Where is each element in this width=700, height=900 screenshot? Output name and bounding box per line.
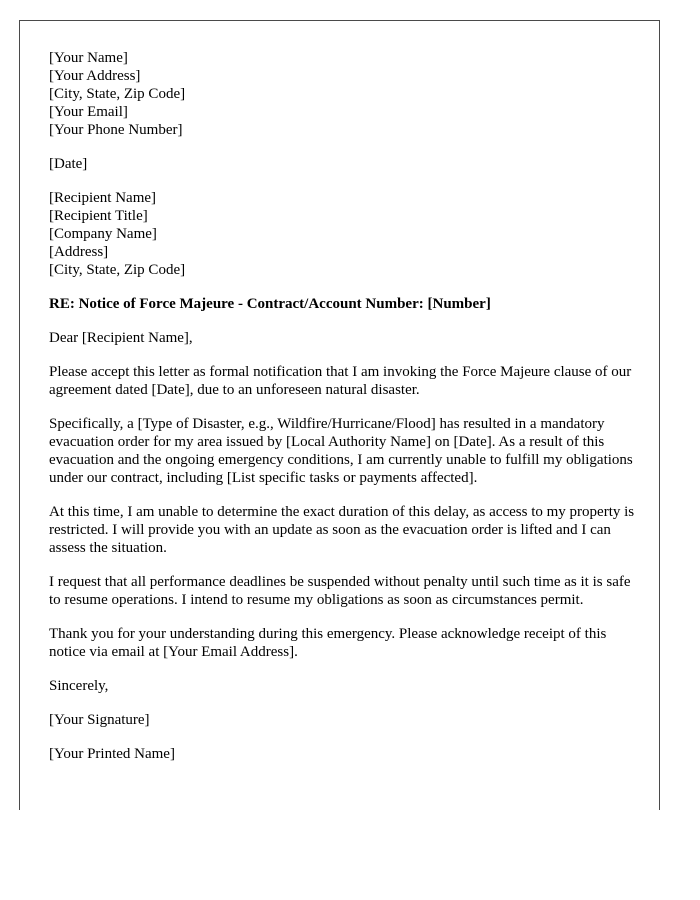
recipient-address: [Address] — [49, 244, 109, 260]
sender-address: [Your Address] — [49, 68, 141, 84]
salutation: Dear [Recipient Name], — [49, 330, 193, 346]
sender-email: [Your Email] — [49, 104, 128, 120]
sender-name: [Your Name] — [49, 50, 128, 66]
printed-name: [Your Printed Name] — [49, 746, 175, 762]
closing: Sincerely, — [49, 678, 109, 694]
sender-city-state-zip: [City, State, Zip Code] — [49, 86, 186, 102]
body-paragraph: Specifically, a [Type of Disaster, e.g., Wildfire/Hurricane/Flood] has resulted in a mandatory evacuation order for my area issued by [Local Authority Name] on [Date]. As a result of this evacuation and the ongoing emergency conditions, I am currently unable to fulfill my obligations under our contract, including [List specific tasks or payments affected]. — [49, 416, 633, 486]
signature-line: [Your Signature] — [49, 712, 150, 728]
sender-block — [49, 49, 639, 139]
subject-line: RE: Notice of Force Majeure - Contract/Account Number: [Number] — [49, 296, 491, 312]
body-paragraph: Thank you for your understanding during this emergency. Please acknowledge receipt of this notice via email at [Your Email Address]. — [49, 626, 607, 660]
body-paragraph: Please accept this letter as formal notification that I am invoking the Force Majeure clause of our agreement dated [Date], due to an unforeseen natural disaster. — [49, 364, 632, 398]
letter-page — [19, 20, 660, 810]
recipient-title: [Recipient Title] — [49, 208, 148, 224]
recipient-name: [Recipient Name] — [49, 190, 157, 206]
body-paragraph: I request that all performance deadlines be suspended without penalty until such time as it is safe to resume operations. I intend to resume my obligations as soon as circumstances permit. — [49, 574, 631, 608]
sender-phone: [Your Phone Number] — [49, 122, 183, 138]
recipient-company: [Company Name] — [49, 226, 157, 242]
body-paragraph: At this time, I am unable to determine the exact duration of this delay, as access to my property is restricted. I will provide you with an update as soon as the evacuation order is lifted and I can assess the situation. — [49, 504, 635, 556]
letter-body — [49, 49, 639, 763]
recipient-block — [49, 189, 639, 279]
recipient-city-state-zip: [City, State, Zip Code] — [49, 262, 186, 278]
letter-date: [Date] — [49, 156, 88, 172]
